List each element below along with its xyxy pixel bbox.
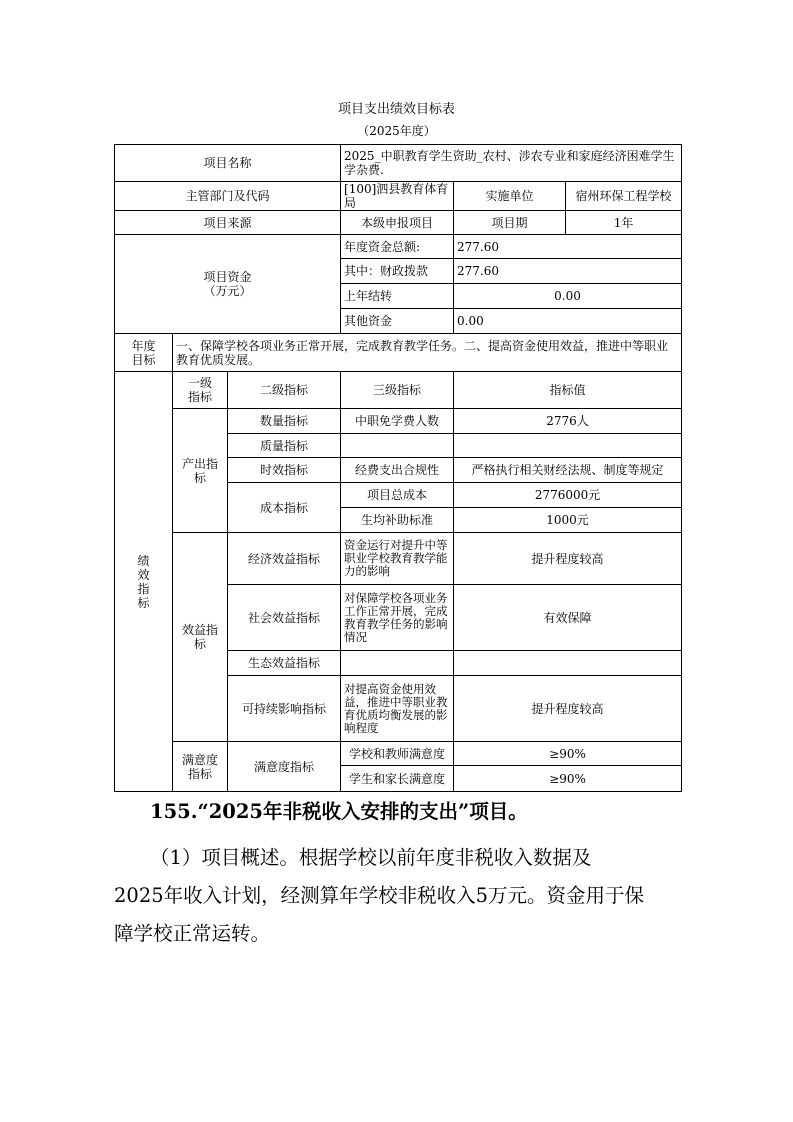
performance-goal-table bbox=[114, 144, 682, 792]
project-name-label: 项目名称 bbox=[115, 145, 341, 182]
benefit-value: 提升程度较高 bbox=[454, 533, 682, 585]
satisfaction-value: ≥90% bbox=[454, 742, 682, 766]
source-label: 项目来源 bbox=[115, 211, 341, 235]
output-value: 2776人 bbox=[454, 409, 682, 434]
table-row bbox=[115, 235, 682, 259]
table-title: 项目支出绩效目标表 bbox=[337, 102, 455, 117]
table-row bbox=[115, 372, 682, 409]
benefit-label: 效益指 标 bbox=[173, 533, 228, 742]
dept-value: [100]泗县教育体育局 bbox=[341, 182, 454, 211]
header-level2: 二级指标 bbox=[228, 372, 341, 409]
satisfaction-l3: 学生和家长满意度 bbox=[341, 766, 454, 792]
satisfaction-l2: 满意度指标 bbox=[228, 742, 341, 792]
source-value: 本级申报项目 bbox=[341, 211, 454, 235]
output-l3: 生均补助标准 bbox=[341, 508, 454, 533]
benefit-l2: 可持续影响指标 bbox=[228, 676, 341, 742]
benefit-l3: 对提高资金使用效益，推进中等职业教育优质均衡发展的影响程度 bbox=[341, 676, 454, 742]
header-level3: 三级指标 bbox=[341, 372, 454, 409]
output-l3: 项目总成本 bbox=[341, 483, 454, 508]
funds-fiscal-label: 其中：财政拨款 bbox=[341, 259, 454, 284]
benefit-l2: 经济效益指标 bbox=[228, 533, 341, 585]
satisfaction-label: 满意度 指标 bbox=[173, 742, 228, 792]
output-l3: 经费支出合规性 bbox=[341, 458, 454, 483]
funds-total-label: 年度资金总额: bbox=[341, 235, 454, 259]
output-l2: 质量指标 bbox=[228, 434, 341, 458]
benefit-value: 有效保障 bbox=[454, 585, 682, 651]
header-level1: 一级 指标 bbox=[173, 372, 228, 409]
header-value: 指标值 bbox=[454, 372, 682, 409]
benefit-value: 提升程度较高 bbox=[454, 676, 682, 742]
output-value: 2776000元 bbox=[454, 483, 682, 508]
perf-label: 绩 效 指 标 bbox=[115, 372, 173, 792]
funds-fiscal-value: 277.60 bbox=[454, 259, 682, 284]
output-value: 严格执行相关财经法规、制度等规定 bbox=[454, 458, 682, 483]
project-name-value: 2025_中职教育学生资助_农村、涉农专业和家庭经济困难学生学杂费. bbox=[341, 145, 682, 182]
funds-label: 项目资金 （万元） bbox=[115, 235, 341, 334]
table-subtitle: （2025年度） bbox=[357, 124, 436, 138]
output-l2: 数量指标 bbox=[228, 409, 341, 434]
funds-other-value: 0.00 bbox=[454, 309, 682, 334]
output-value: 1000元 bbox=[454, 508, 682, 533]
period-value: 1年 bbox=[566, 211, 682, 235]
benefit-l2: 社会效益指标 bbox=[228, 585, 341, 651]
output-l2: 时效指标 bbox=[228, 458, 341, 483]
table-row bbox=[115, 334, 682, 372]
funds-carryover-value: 0.00 bbox=[454, 284, 682, 309]
benefit-l3: 资金运行对提升中等职业学校教育教学能力的影响 bbox=[341, 533, 454, 585]
table-row bbox=[115, 409, 682, 434]
benefit-l3 bbox=[341, 651, 454, 676]
funds-carryover-label: 上年结转 bbox=[341, 284, 454, 309]
table-row bbox=[115, 182, 682, 211]
annual-goal-value: 一、保障学校各项业务正常开展，完成教育教学任务。二、提高资金使用效益，推进中等职业教育优质发展。 bbox=[173, 334, 682, 372]
impl-value: 宿州环保工程学校 bbox=[566, 182, 682, 211]
paragraph-line: 障学校正常运转。 bbox=[114, 922, 271, 945]
paragraph-line: 2025年收入计划，经测算年学校非税收入5万元。资金用于保 bbox=[114, 884, 645, 907]
output-l2: 成本指标 bbox=[228, 483, 341, 533]
benefit-value bbox=[454, 651, 682, 676]
table-row bbox=[115, 145, 682, 182]
funds-total-value: 277.60 bbox=[454, 235, 682, 259]
paragraph-line: （1）项目概述。根据学校以前年度非税收入数据及 bbox=[150, 846, 592, 869]
funds-other-label: 其他资金 bbox=[341, 309, 454, 334]
period-label: 项目期 bbox=[454, 211, 566, 235]
output-l3: 中职免学费人数 bbox=[341, 409, 454, 434]
table-row bbox=[115, 742, 682, 766]
benefit-l3: 对保障学校各项业务工作正常开展，完成教育教学任务的影响情况 bbox=[341, 585, 454, 651]
table-row bbox=[115, 533, 682, 585]
impl-label: 实施单位 bbox=[454, 182, 566, 211]
section-heading: 155.“2025年非税收入安排的支出”项目。 bbox=[150, 800, 528, 823]
annual-goal-label: 年度 目标 bbox=[115, 334, 173, 372]
output-value bbox=[454, 434, 682, 458]
output-label: 产出指 标 bbox=[173, 409, 228, 533]
table-row bbox=[115, 211, 682, 235]
satisfaction-value: ≥90% bbox=[454, 766, 682, 792]
benefit-l2: 生态效益指标 bbox=[228, 651, 341, 676]
satisfaction-l3: 学校和教师满意度 bbox=[341, 742, 454, 766]
dept-label: 主管部门及代码 bbox=[115, 182, 341, 211]
output-l3 bbox=[341, 434, 454, 458]
